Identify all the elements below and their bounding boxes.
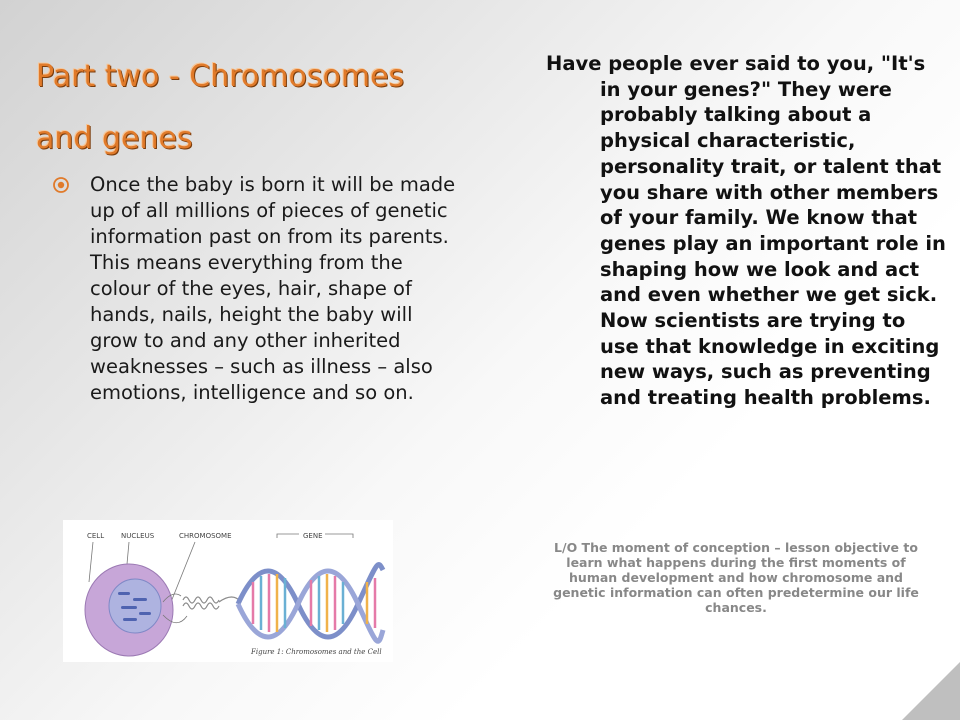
label-cell: CELL (87, 532, 105, 540)
learning-objective: L/O The moment of conception – lesson objective to learn what happens during the first moments of human development and how chromosome and genetic information can often predetermine our life chances. (553, 540, 919, 615)
right-paragraph: Have people ever said to you, "It's in your genes?" They were probably talking about a physical characteristic, personality trait, or talent that you share with other members of your family. We know that genes play an important role in shaping how we look and act and even whether we get sick. Now scientists are trying to use that knowledge in exciting new ways, such as preventing and treating health problems. (546, 52, 946, 410)
dna-helix (238, 565, 383, 642)
label-chromosome: CHROMOSOME (179, 532, 232, 540)
label-gene: GENE (303, 532, 323, 540)
chromosome-diagram (63, 520, 393, 662)
title-line-1: Part two - Chromosomes (36, 59, 405, 94)
circled-dot-icon (52, 176, 70, 194)
coiled-chromosome (183, 597, 219, 609)
page-corner-fold (902, 662, 960, 720)
bullet-text: Once the baby is born it will be made up of all millions of pieces of genetic information past on from its parents. This means everything from the colour of the eyes, hair, shape of hands, nails, height the baby will grow to and any other inherited weaknesses – such as illness – also emotions, intelligence and so on. (90, 173, 456, 404)
title-line-2: and genes (36, 121, 193, 156)
figure-caption: Figure 1: Chromosomes and the Cell (251, 648, 382, 656)
slide-title (36, 46, 466, 170)
label-nucleus: NUCLEUS (121, 532, 155, 540)
